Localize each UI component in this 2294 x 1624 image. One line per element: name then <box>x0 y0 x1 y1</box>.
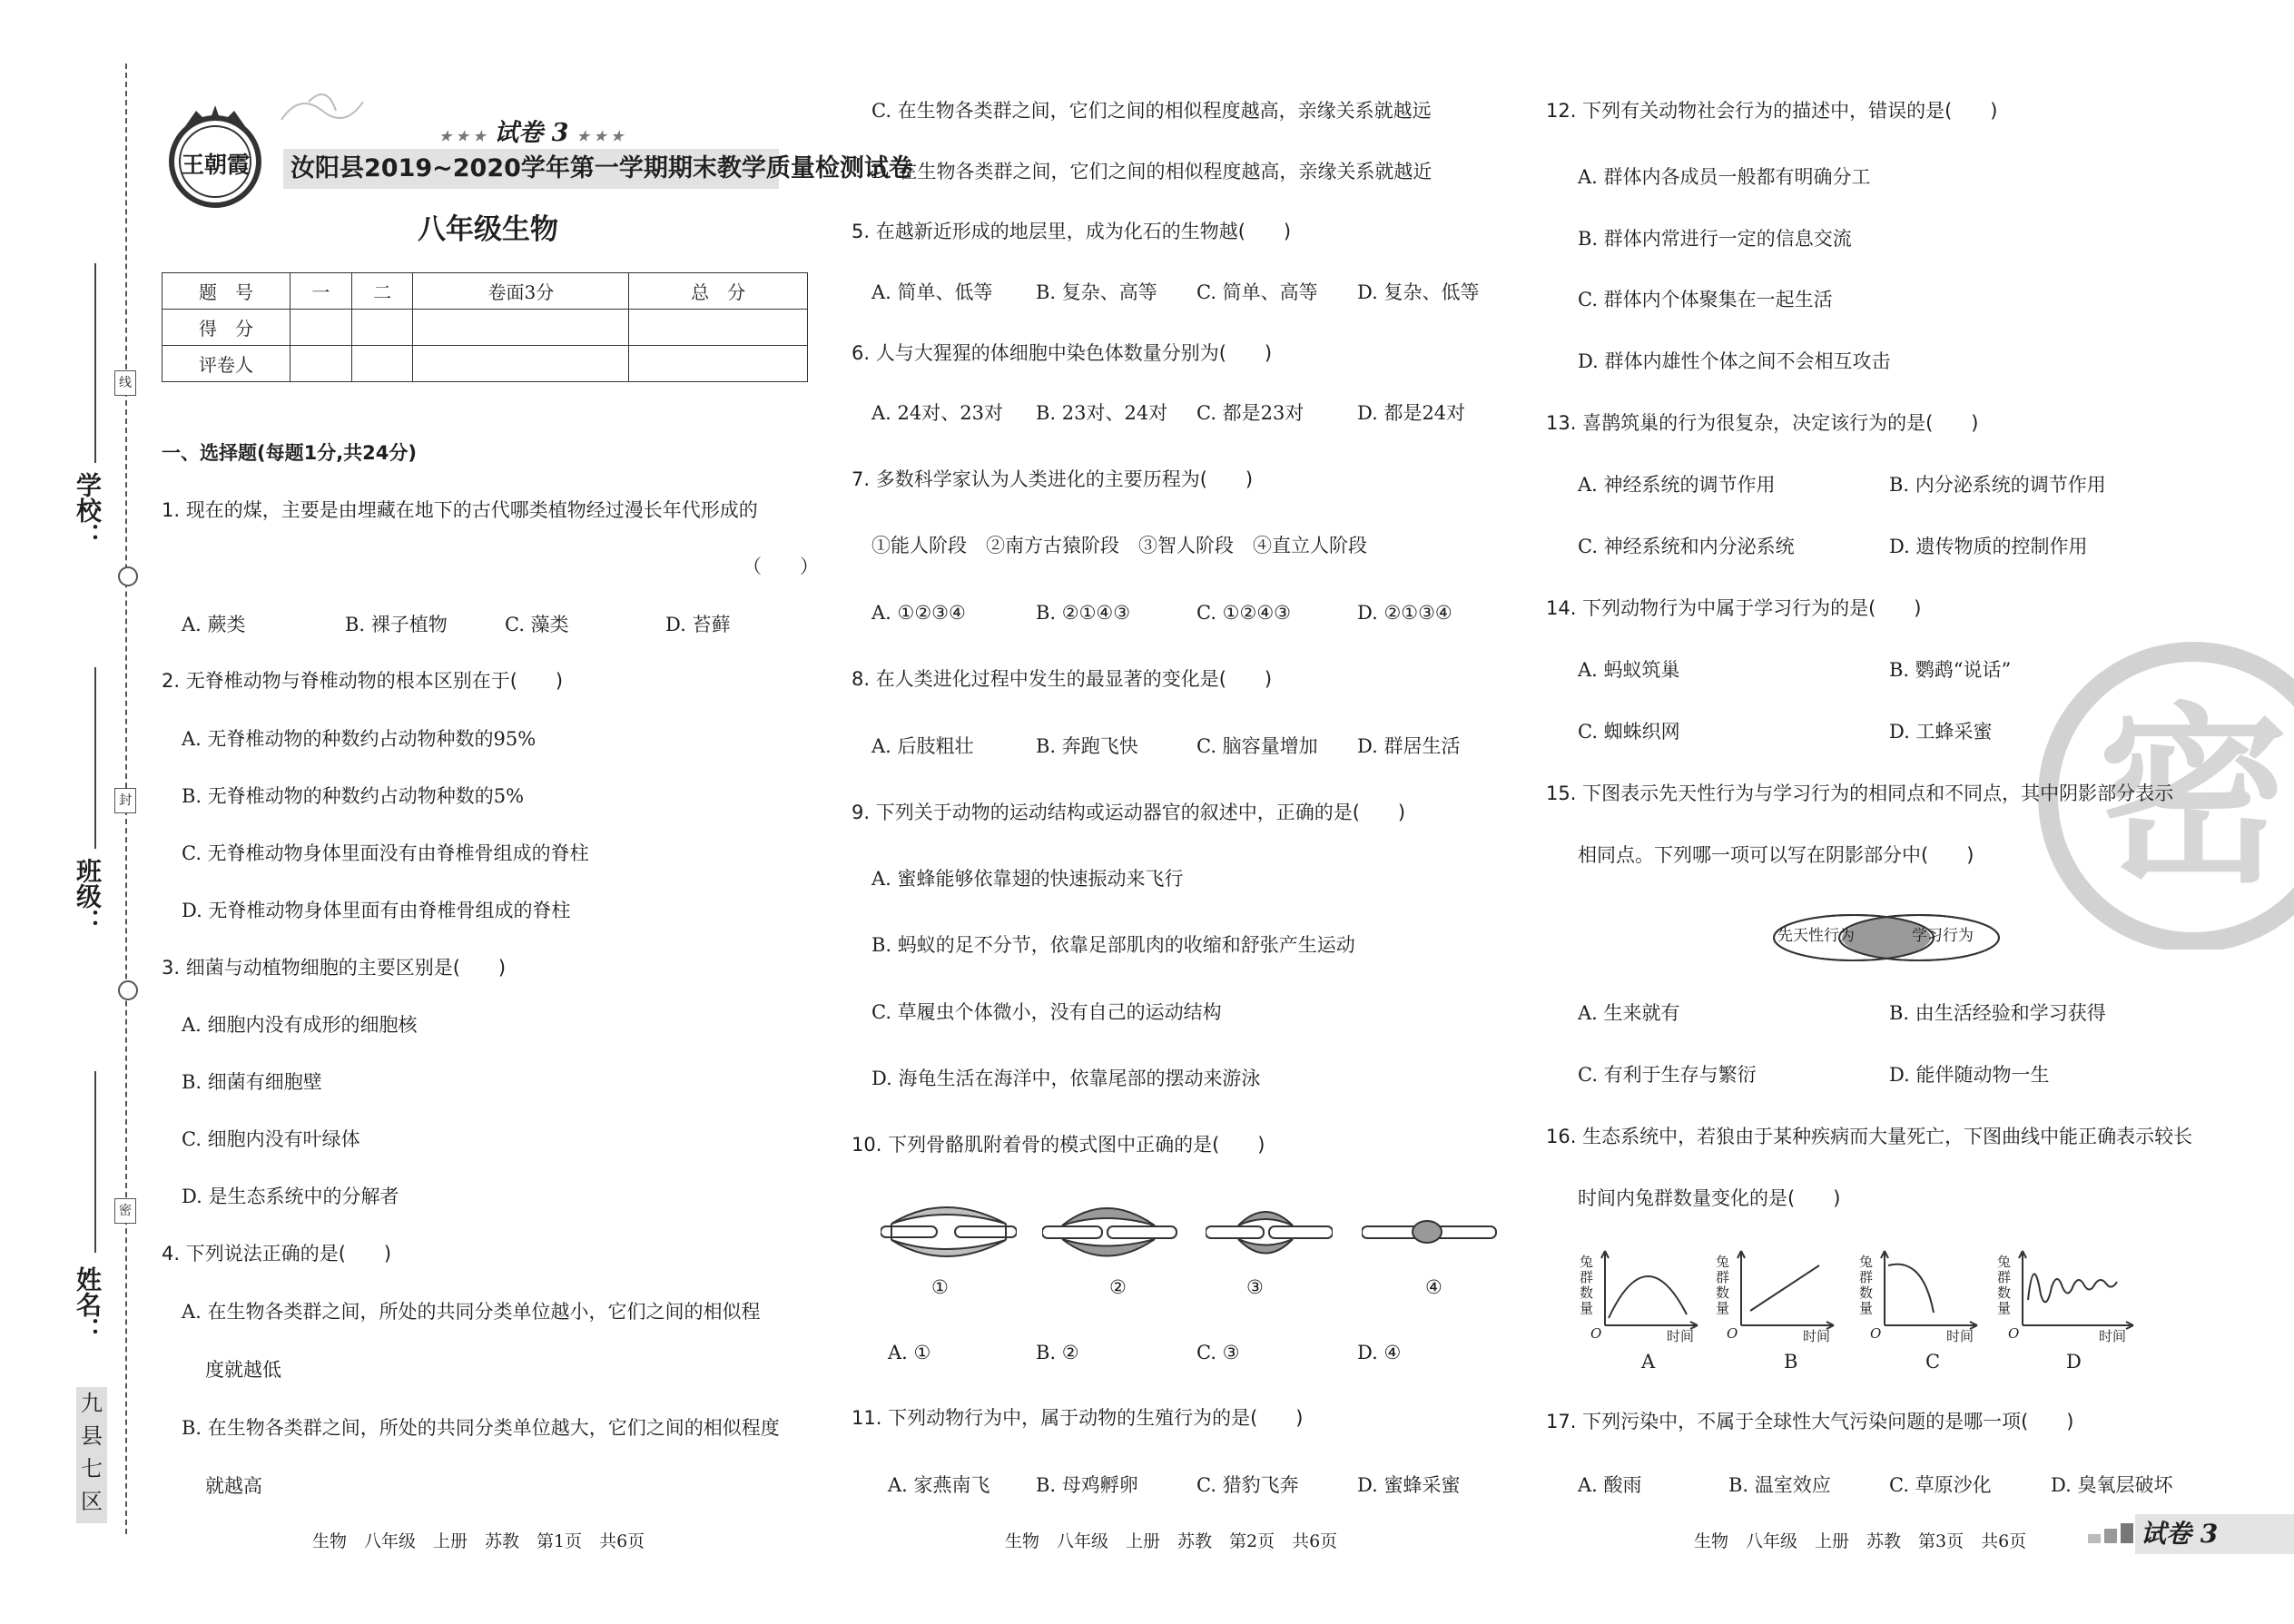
q7-option-c[interactable]: C. ①②④③ <box>1196 602 1291 624</box>
q3-option-c[interactable]: C. 细胞内没有叶绿体 <box>182 1128 360 1150</box>
population-graph-a <box>1578 1245 1705 1345</box>
score-input-cell[interactable] <box>351 310 413 346</box>
binding-hole-icon <box>118 980 138 1000</box>
name-label: 姓名： <box>73 1266 103 1343</box>
table-cell: 卷面3分 <box>413 273 629 310</box>
class-label: 班级： <box>73 858 103 934</box>
table-row <box>162 346 808 382</box>
seal-tag-line: 线 <box>114 370 136 396</box>
score-input-cell[interactable] <box>413 346 629 382</box>
graph-ylabel: 兔群数量 <box>1716 1254 1730 1316</box>
graph-ylabel: 兔群数量 <box>1997 1254 2012 1316</box>
graph-origin: O <box>1590 1325 1602 1342</box>
bone-muscle-diagram-2-icon <box>1042 1196 1178 1269</box>
population-graph-c <box>1857 1245 1984 1345</box>
q8-option-a[interactable]: A. 后肢粗壮 <box>871 735 974 757</box>
graph-origin: O <box>1870 1325 1882 1342</box>
table-cell: 题 号 <box>162 273 290 310</box>
diagram-label: ② <box>1109 1276 1127 1298</box>
q9-option-c[interactable]: C. 草履虫个体微小，没有自己的运动结构 <box>871 1001 1222 1023</box>
seal-tag-seal: 封 <box>114 788 136 813</box>
graph-option-d[interactable]: D <box>2066 1351 2082 1373</box>
q1-option-d[interactable]: D. 苔藓 <box>665 614 731 635</box>
graph-option-b[interactable]: B <box>1784 1351 1798 1373</box>
q4-option-d[interactable]: D. 在生物各类群之间，它们之间的相似程度越高，亲缘关系就越近 <box>871 161 1433 182</box>
diagram-label: ① <box>931 1276 949 1298</box>
school-line <box>94 263 96 463</box>
bone-muscle-diagram-1-icon <box>881 1196 1017 1269</box>
ribbon-decoration-icon <box>272 84 372 138</box>
exam-badge <box>439 113 624 148</box>
bone-muscle-diagram-3-icon <box>1206 1196 1333 1269</box>
q1-option-b[interactable]: B. 裸子植物 <box>345 614 448 635</box>
table-row <box>162 273 808 310</box>
q16-stem-cont: 时间内兔群数量变化的是( ) <box>1578 1187 1841 1209</box>
q4-option-c[interactable]: C. 在生物各类群之间，它们之间的相似程度越高，亲缘关系就越远 <box>871 100 1432 122</box>
q11-option-b[interactable]: B. 母鸡孵卵 <box>1036 1474 1138 1496</box>
q5-option-b[interactable]: B. 复杂、高等 <box>1036 281 1157 303</box>
bone-muscle-diagram-4-icon <box>1362 1196 1498 1269</box>
q10-option-b[interactable]: B. ② <box>1036 1342 1079 1363</box>
q12-stem: 12. 下列有关动物社会行为的描述中，错误的是( ) <box>1546 100 1998 122</box>
exam-badge-text: 试卷 3 <box>494 119 569 147</box>
q11-stem: 11. 下列动物行为中，属于动物的生殖行为的是( ) <box>852 1407 1304 1429</box>
graph-xlabel: 时间 <box>1946 1328 1974 1344</box>
score-input-cell[interactable] <box>290 346 352 382</box>
diagram-label: ③ <box>1246 1276 1264 1298</box>
q16-stem: 16. 生态系统中，若狼由于某种疾病而大量死亡，下图曲线中能正确表示较长 <box>1546 1126 2193 1147</box>
table-row <box>162 310 808 346</box>
q6-stem: 6. 人与大猩猩的体细胞中染色体数量分别为( ) <box>852 342 1273 364</box>
q15-option-c[interactable]: C. 有利于生存与繁衍 <box>1578 1064 1757 1086</box>
q6-option-a[interactable]: A. 24对、23对 <box>871 402 1003 424</box>
region-badge <box>76 1387 107 1523</box>
q1-paren: （ ） <box>743 556 819 577</box>
graph-ylabel: 兔群数量 <box>1580 1254 1594 1316</box>
graph-origin: O <box>1727 1325 1738 1342</box>
q1-option-a[interactable]: A. 蕨类 <box>182 614 246 635</box>
q12-option-d[interactable]: D. 群体内雄性个体之间不会相互攻击 <box>1578 350 1891 372</box>
table-cell: 总 分 <box>629 273 808 310</box>
name-line <box>94 1071 96 1253</box>
q10-option-a[interactable]: A. ① <box>888 1342 931 1363</box>
score-input-cell[interactable] <box>629 346 808 382</box>
population-graph-b <box>1714 1245 1841 1345</box>
q8-option-d[interactable]: D. 群居生活 <box>1357 735 1461 757</box>
q9-option-a[interactable]: A. 蜜蜂能够依靠翅的快速振动来飞行 <box>871 868 1184 890</box>
q13-stem: 13. 喜鹊筑巢的行为很复杂，决定该行为的是( ) <box>1546 412 1979 434</box>
q13-option-d[interactable]: D. 遗传物质的控制作用 <box>1889 536 2088 557</box>
section-heading: 一、选择题(每题1分,共24分) <box>162 442 418 464</box>
binding-hole-icon <box>118 566 138 586</box>
q9-option-d[interactable]: D. 海龟生活在海洋中，依靠尾部的摆动来游泳 <box>871 1068 1261 1089</box>
q12-option-c[interactable]: C. 群体内个体聚集在一起生活 <box>1578 289 1833 310</box>
score-input-cell[interactable] <box>629 310 808 346</box>
q2-option-b[interactable]: B. 无脊椎动物的种数约占动物种数的5% <box>182 785 525 807</box>
q14-option-b[interactable]: B. 鹦鹉“说话” <box>1889 659 2012 681</box>
q15-option-b[interactable]: B. 由生活经验和学习获得 <box>1889 1002 2106 1024</box>
q17-stem: 17. 下列污染中，不属于全球性大气污染问题的是哪一项( ) <box>1546 1411 2074 1432</box>
q11-option-c[interactable]: C. 猎豹飞奔 <box>1196 1474 1299 1496</box>
q6-option-c[interactable]: C. 都是23对 <box>1196 402 1305 424</box>
q15-stem-cont: 相同点。下列哪一项可以写在阴影部分中( ) <box>1578 844 1974 866</box>
q2-option-c[interactable]: C. 无脊椎动物身体里面没有由脊椎骨组成的脊柱 <box>182 842 589 864</box>
q2-option-d[interactable]: D. 无脊椎动物身体里面有由脊椎骨组成的脊柱 <box>182 900 571 921</box>
q4-option-a-cont: 度就越低 <box>205 1359 281 1381</box>
graph-option-c[interactable]: C <box>1925 1351 1941 1373</box>
q4-option-a[interactable]: A. 在生物各类群之间，所处的共同分类单位越小，它们之间的相似程 <box>182 1301 761 1323</box>
q7-items: ①能人阶段 ②南方古猿阶段 ③智人阶段 ④直立人阶段 <box>871 535 1367 556</box>
q8-stem: 8. 在人类进化过程中发生的最显著的变化是( ) <box>852 668 1273 690</box>
q8-option-c[interactable]: C. 脑容量增加 <box>1196 735 1318 757</box>
q15-option-a[interactable]: A. 生来就有 <box>1578 1002 1680 1024</box>
q6-option-b[interactable]: B. 23对、24对 <box>1036 402 1168 424</box>
q3-option-d[interactable]: D. 是生态系统中的分解者 <box>182 1186 399 1207</box>
q13-option-b[interactable]: B. 内分泌系统的调节作用 <box>1889 474 2106 496</box>
q3-option-b[interactable]: B. 细菌有细胞壁 <box>182 1071 322 1093</box>
q14-option-c[interactable]: C. 蜘蛛织网 <box>1578 721 1680 743</box>
q2-option-a[interactable]: A. 无脊椎动物的种数约占动物种数的95% <box>182 728 537 750</box>
diagram-label: ④ <box>1425 1276 1442 1298</box>
q17-option-a[interactable]: A. 酸雨 <box>1578 1474 1642 1496</box>
table-cell: 评卷人 <box>162 346 290 382</box>
score-input-cell[interactable] <box>290 310 352 346</box>
q12-option-a[interactable]: A. 群体内各成员一般都有明确分工 <box>1578 166 1871 188</box>
graph-xlabel: 时间 <box>1803 1328 1831 1344</box>
exam-title: 汝阳县2019~2020学年第一学期期末教学质量检测试卷 <box>290 154 913 182</box>
score-input-cell[interactable] <box>351 346 413 382</box>
page-footer: 生物 八年级 上册 苏教 第2页 共6页 <box>1005 1531 1338 1551</box>
q3-stem: 3. 细菌与动植物细胞的主要区别是( ) <box>162 957 507 979</box>
page-footer: 生物 八年级 上册 苏教 第1页 共6页 <box>312 1531 645 1551</box>
seal-tag-secret: 密 <box>114 1198 136 1224</box>
score-table <box>162 272 808 382</box>
q12-option-b[interactable]: B. 群体内常进行一定的信息交流 <box>1578 228 1852 250</box>
q5-option-a[interactable]: A. 简单、低等 <box>871 281 993 303</box>
graph-xlabel: 时间 <box>1667 1328 1695 1344</box>
star-icon: ★ ★ ★ <box>576 128 624 144</box>
q17-option-b[interactable]: B. 温室效应 <box>1728 1474 1831 1496</box>
q7-option-a[interactable]: A. ①②③④ <box>871 602 966 624</box>
venn-right-label: 学习行为 <box>1912 927 1974 945</box>
q17-option-c[interactable]: C. 草原沙化 <box>1889 1474 1992 1496</box>
q9-option-b[interactable]: B. 蚂蚁的足不分节，依靠足部肌肉的收缩和舒张产生运动 <box>871 934 1355 956</box>
q7-stem: 7. 多数科学家认为人类进化的主要历程为( ) <box>852 468 1254 490</box>
q1-option-c[interactable]: C. 藻类 <box>505 614 569 635</box>
q5-option-d[interactable]: D. 复杂、低等 <box>1357 281 1480 303</box>
q15-stem: 15. 下图表示先天性行为与学习行为的相同点和不同点，其中阴影部分表示 <box>1546 782 2174 804</box>
table-cell: 二 <box>351 273 413 310</box>
table-cell: 一 <box>290 273 352 310</box>
logo <box>162 102 269 209</box>
q1-stem: 1. 现在的煤，主要是由埋藏在地下的古代哪类植物经过漫长年代形成的 <box>162 499 758 521</box>
footer-badge-decoration <box>2088 1520 2142 1547</box>
q10-stem: 10. 下列骨骼肌附着骨的模式图中正确的是( ) <box>852 1134 1265 1156</box>
q8-option-b[interactable]: B. 奔跑飞快 <box>1036 735 1138 757</box>
region-text: 九县七区 <box>81 1391 103 1514</box>
graph-ylabel: 兔群数量 <box>1859 1254 1874 1316</box>
q5-stem: 5. 在越新近形成的地层里，成为化石的生物越( ) <box>852 221 1292 242</box>
table-cell: 得 分 <box>162 310 290 346</box>
graph-xlabel: 时间 <box>2099 1328 2127 1344</box>
q2-stem: 2. 无脊椎动物与脊椎动物的根本区别在于( ) <box>162 670 564 692</box>
page-footer: 生物 八年级 上册 苏教 第3页 共6页 <box>1694 1531 2027 1551</box>
q4-option-b[interactable]: B. 在生物各类群之间，所处的共同分类单位越大，它们之间的相似程度 <box>182 1417 780 1439</box>
q17-option-d[interactable]: D. 臭氧层破坏 <box>2051 1474 2173 1496</box>
q7-option-d[interactable]: D. ②①③④ <box>1357 602 1452 624</box>
venn-left-label: 先天性行为 <box>1777 927 1855 945</box>
q13-option-a[interactable]: A. 神经系统的调节作用 <box>1578 474 1776 496</box>
class-line <box>94 667 96 849</box>
q4-option-b-cont: 就越高 <box>205 1475 262 1497</box>
q5-option-c[interactable]: C. 简单、高等 <box>1196 281 1318 303</box>
school-label: 学校： <box>73 472 103 548</box>
q13-option-c[interactable]: C. 神经系统和内分泌系统 <box>1578 536 1795 557</box>
q11-option-a[interactable]: A. 家燕南飞 <box>888 1474 990 1496</box>
logo-text: 王朝霞 <box>182 152 251 178</box>
q10-option-c[interactable]: C. ③ <box>1196 1342 1240 1363</box>
q15-option-d[interactable]: D. 能伴随动物一生 <box>1889 1064 2050 1086</box>
watermark-text: 密 <box>2097 686 2289 909</box>
subject-title: 八年级生物 <box>418 213 558 246</box>
graph-option-a[interactable]: A <box>1641 1351 1656 1373</box>
q3-option-a[interactable]: A. 细胞内没有成形的细胞核 <box>182 1014 418 1036</box>
q7-option-b[interactable]: B. ②①④③ <box>1036 602 1131 624</box>
q11-option-d[interactable]: D. 蜜蜂采蜜 <box>1357 1474 1461 1496</box>
q14-option-d[interactable]: D. 工蜂采蜜 <box>1889 721 1993 743</box>
score-input-cell[interactable] <box>413 310 629 346</box>
graph-origin: O <box>2008 1325 2020 1342</box>
star-icon: ★ ★ ★ <box>439 128 486 144</box>
q10-option-d[interactable]: D. ④ <box>1357 1342 1402 1363</box>
q4-stem: 4. 下列说法正确的是( ) <box>162 1243 392 1265</box>
q9-stem: 9. 下列关于动物的运动结构或运动器官的叙述中，正确的是( ) <box>852 802 1406 823</box>
q14-option-a[interactable]: A. 蚂蚁筑巢 <box>1578 659 1680 681</box>
q14-stem: 14. 下列动物行为中属于学习行为的是( ) <box>1546 597 1922 619</box>
footer-badge-text: 试卷 3 <box>2141 1519 2219 1549</box>
population-graph-d <box>1995 1245 2141 1345</box>
q6-option-d[interactable]: D. 都是24对 <box>1357 402 1466 424</box>
